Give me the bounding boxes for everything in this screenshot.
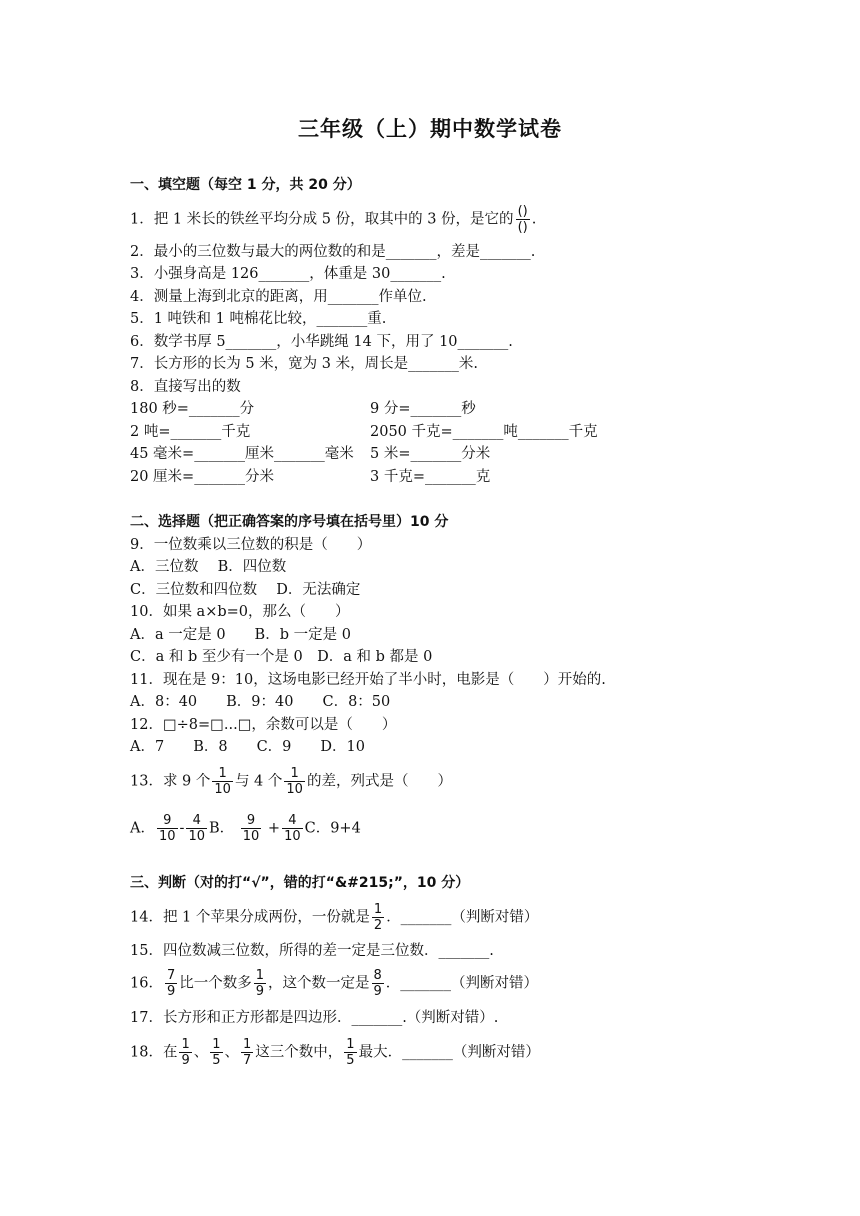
conversion-left-3: 45 毫米=_______厘米_______毫米 bbox=[130, 446, 354, 462]
conversion-left-1: 180 秒=_______分 bbox=[130, 401, 255, 417]
question-6: 6．数学书厚 5_______，小华跳绳 14 下，用了 10_______. bbox=[130, 334, 513, 350]
option-b-label: B． bbox=[208, 820, 235, 837]
question-11: 11．现在是 9：10，这场电影已经开始了半小时，电影是（ ）开始的. bbox=[130, 672, 606, 688]
question-10-options-b: C．a 和 b 至少有一个是 0 D．a 和 b 都是 0 bbox=[130, 649, 433, 665]
fraction bbox=[254, 969, 266, 998]
question-14 bbox=[130, 903, 538, 932]
fraction-denominator: () bbox=[517, 220, 528, 235]
conversion-right-2: 2050 千克=_______吨_______千克 bbox=[370, 424, 598, 440]
fraction-numerator: 7 bbox=[166, 968, 176, 983]
fraction bbox=[282, 814, 303, 843]
question-18-end: 最大．_______（判断对错） bbox=[358, 1044, 540, 1061]
fraction-denominator: 10 bbox=[284, 829, 301, 844]
question-10-options-a: A．a 一定是 0 B．b 一定是 0 bbox=[130, 627, 351, 643]
fraction-denominator: 9 bbox=[166, 984, 176, 999]
fraction-numerator: 1 bbox=[181, 1037, 190, 1052]
question-1-text: 1．把 1 米长的铁丝平均分成 5 份，取其中的 3 份，是它的 bbox=[130, 211, 514, 228]
question-18-text-start: 18．在 bbox=[130, 1044, 178, 1061]
question-13-options bbox=[130, 814, 361, 843]
question-13-text-end: 的差，列式是（ ） bbox=[306, 773, 452, 790]
fraction-numerator: 1 bbox=[212, 1037, 221, 1052]
conversion-right-3: 5 米=_______分米 bbox=[370, 446, 491, 462]
fraction bbox=[165, 969, 177, 998]
question-8: 8．直接写出的数 bbox=[130, 379, 241, 395]
question-16-end: ．_______（判断对错） bbox=[385, 975, 539, 992]
question-12: 12．□÷8=□...□，余数可以是（ ） bbox=[130, 717, 397, 733]
fraction bbox=[212, 767, 233, 796]
question-13-text-start: 13．求 9 个 bbox=[130, 773, 211, 790]
section-heading-fill-in: 一、填空题（每空 1 分，共 20 分） bbox=[130, 177, 361, 193]
fraction-numerator: 1 bbox=[373, 902, 383, 917]
question-14-end: ．_______（判断对错） bbox=[386, 909, 539, 926]
fraction-numerator: () bbox=[517, 204, 528, 219]
fraction-denominator: 5 bbox=[212, 1053, 221, 1068]
option-a-label: A． bbox=[130, 820, 155, 837]
question-13-text-mid: 与 4 个 bbox=[234, 773, 283, 790]
question-18 bbox=[130, 1038, 540, 1067]
fraction bbox=[284, 767, 305, 796]
fraction bbox=[372, 903, 384, 932]
question-11-options: A．8：40 B．9：40 C．8：50 bbox=[130, 694, 391, 710]
option-c: C．9+4 bbox=[304, 820, 361, 837]
fraction-denominator: 10 bbox=[214, 782, 231, 797]
conversion-left-2: 2 吨=_______千克 bbox=[130, 424, 251, 440]
question-16-text-b: ，这个数一定是 bbox=[268, 975, 370, 992]
separator: 、 bbox=[224, 1044, 240, 1061]
question-7: 7．长方形的长为 5 米，宽为 3 米，周长是_______米. bbox=[130, 356, 478, 372]
question-1 bbox=[130, 205, 536, 234]
minus-sign: - bbox=[179, 820, 185, 837]
fraction bbox=[157, 814, 178, 843]
fraction-denominator: 10 bbox=[158, 829, 176, 844]
question-16 bbox=[130, 969, 538, 998]
question-16-text-a: 比一个数多 bbox=[179, 975, 252, 992]
fraction-numerator: 1 bbox=[255, 968, 265, 983]
fraction-denominator: 9 bbox=[373, 984, 382, 999]
question-3: 3．小强身高是 126_______，体重是 30_______. bbox=[130, 266, 446, 282]
fraction-numerator: 1 bbox=[346, 1037, 355, 1052]
fraction-numerator: 9 bbox=[246, 813, 256, 828]
fraction-denominator: 9 bbox=[181, 1053, 190, 1068]
fraction-denominator: 2 bbox=[373, 918, 383, 933]
fraction bbox=[241, 1038, 253, 1067]
question-5: 5．1 吨铁和 1 吨棉花比较，_______重. bbox=[130, 311, 387, 327]
page-title: 三年级（上）期中数学试卷 bbox=[298, 116, 562, 141]
conversion-right-4: 3 千克=_______克 bbox=[370, 469, 491, 485]
fraction-blank bbox=[516, 205, 530, 234]
question-9-options-a: A．三位数 B．四位数 bbox=[130, 559, 287, 575]
question-15: 15．四位数减三位数，所得的差一定是三位数．_______. bbox=[130, 943, 494, 959]
fraction-numerator: 8 bbox=[373, 968, 382, 983]
fraction-numerator: 9 bbox=[163, 813, 172, 828]
question-9: 9．一位数乘以三位数的积是（ ） bbox=[130, 537, 372, 553]
fraction-numerator: 4 bbox=[288, 813, 297, 828]
fraction bbox=[372, 969, 384, 998]
fraction-denominator: 7 bbox=[243, 1053, 252, 1068]
question-4: 4．测量上海到北京的距离，用_______作单位. bbox=[130, 289, 427, 305]
question-13 bbox=[130, 767, 452, 796]
question-16-number: 16． bbox=[130, 975, 163, 992]
section-heading-choice: 二、选择题（把正确答案的序号填在括号里）10 分 bbox=[130, 514, 449, 530]
separator: 、 bbox=[193, 1044, 209, 1061]
question-9-options-b: C．三位数和四位数 D．无法确定 bbox=[130, 582, 361, 598]
question-12-options: A．7 B．8 C．9 D．10 bbox=[130, 739, 365, 755]
fraction-numerator: 1 bbox=[290, 766, 299, 781]
conversion-left-4: 20 厘米=_______分米 bbox=[130, 469, 274, 485]
fraction-denominator: 5 bbox=[346, 1053, 355, 1068]
fraction-numerator: 4 bbox=[192, 813, 201, 828]
fraction bbox=[210, 1038, 222, 1067]
question-1-end: . bbox=[531, 211, 537, 228]
fraction-denominator: 9 bbox=[255, 984, 265, 999]
question-18-text-mid: 这三个数中， bbox=[255, 1044, 343, 1061]
fraction-denominator: 10 bbox=[242, 829, 260, 844]
section-heading-true-false: 三、判断（对的打“√”，错的打“&#215;”，10 分） bbox=[130, 875, 470, 891]
question-14-text: 14．把 1 个苹果分成两份，一份就是 bbox=[130, 909, 370, 926]
fraction-numerator: 1 bbox=[218, 766, 227, 781]
question-17: 17．长方形和正方形都是四边形．_______.（判断对错）. bbox=[130, 1010, 499, 1026]
fraction bbox=[179, 1038, 191, 1067]
plus-sign: + bbox=[267, 820, 281, 837]
question-2: 2．最小的三位数与最大的两位数的和是_______，差是_______. bbox=[130, 244, 536, 260]
question-10: 10．如果 a×b=0，那么（ ） bbox=[130, 604, 350, 620]
fraction bbox=[241, 814, 262, 843]
fraction-denominator: 10 bbox=[188, 829, 205, 844]
fraction bbox=[186, 814, 207, 843]
fraction-denominator: 10 bbox=[286, 782, 303, 797]
fraction bbox=[344, 1038, 356, 1067]
fraction-numerator: 1 bbox=[243, 1037, 252, 1052]
conversion-right-1: 9 分=_______秒 bbox=[370, 401, 476, 417]
